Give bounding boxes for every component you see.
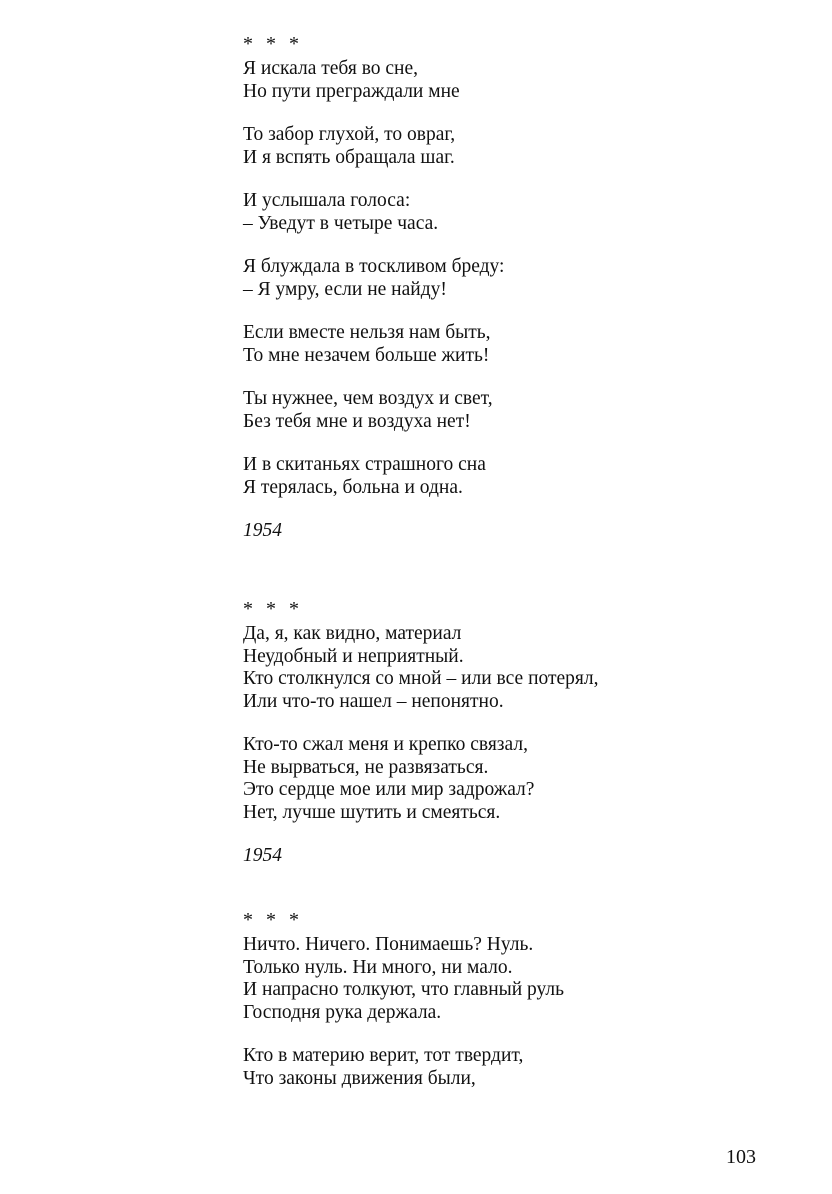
poem-line: Я блуждала в тоскливом бреду: [243,256,505,277]
poem-2 [243,599,599,867]
poem-line: Если вместе нельзя нам быть, [243,322,491,343]
page-number: 103 [726,1146,756,1168]
poem-3-stanza-2 [243,1045,564,1090]
poem-line: Кто столкнулся со мной – или все потерял, [243,668,599,689]
poem-1-stanza-7 [243,454,504,499]
poem-line: Но пути преграждали мне [243,80,460,102]
poem-line: Кто-то сжал меня и крепко связал, [243,734,528,755]
poem-line: И напрасно толкуют, что главный руль [243,979,565,1000]
poem-1-stanza-4 [243,256,504,301]
poem-line: Кто в материю верит, тот твердит, [243,1045,524,1066]
poem-line: Я искала тебя во сне, [243,58,419,79]
poem-2-year: 1954 [243,845,282,866]
poem-1-year: 1954 [243,520,282,541]
poem-3-asterisks: * * * [243,909,303,931]
poem-1-stanza-3 [243,190,504,235]
poem-line: Что законы движения были, [243,1067,476,1089]
poem-line: Ничто. Ничего. Понимаешь? Нуль. [243,934,534,955]
poem-line: Это сердце мое или мир задрожал? [243,779,535,800]
poem-1-stanza-2 [243,124,504,169]
poem-line: И в скитаньях страшного сна [243,454,486,475]
poem-2-asterisks: * * * [243,598,303,620]
poem-line: Да, я, как видно, материал [243,623,462,644]
poem-line: – Я умру, если не найду! [243,278,447,300]
poem-line: Ты нужнее, чем воздух и свет, [243,388,493,409]
poem-3 [243,910,564,1111]
poem-1-asterisks: * * * [243,33,303,55]
poem-line: Нет, лучше шутить и смеяться. [243,801,501,823]
poem-line: Без тебя мне и воздуха нет! [243,410,471,432]
poem-1-stanza-5 [243,322,504,367]
poem-line: Господня рука держала. [243,1001,442,1023]
poem-line: То мне незачем больше жить! [243,344,490,366]
poem-line: Я терялась, больна и одна. [243,476,463,498]
poem-1 [243,34,504,542]
poem-line: Только нуль. Ни много, ни мало. [243,956,513,978]
poem-2-stanza-1 [243,623,599,713]
poem-line: И я вспять обращала шаг. [243,146,455,168]
poem-1-stanza-6 [243,388,504,433]
poem-1-stanza-1 [243,58,504,103]
poem-line: И услышала голоса: [243,190,411,211]
poem-line: То забор глухой, то овраг, [243,124,456,145]
poem-line: Неудобный и неприятный. [243,645,464,667]
poem-line: Или что-то нашел – непонятно. [243,690,504,712]
poem-3-stanza-1 [243,934,564,1024]
poem-2-stanza-2 [243,734,599,824]
poem-line: Не вырваться, не развязаться. [243,756,489,778]
poem-line: – Уведут в четыре часа. [243,212,439,234]
